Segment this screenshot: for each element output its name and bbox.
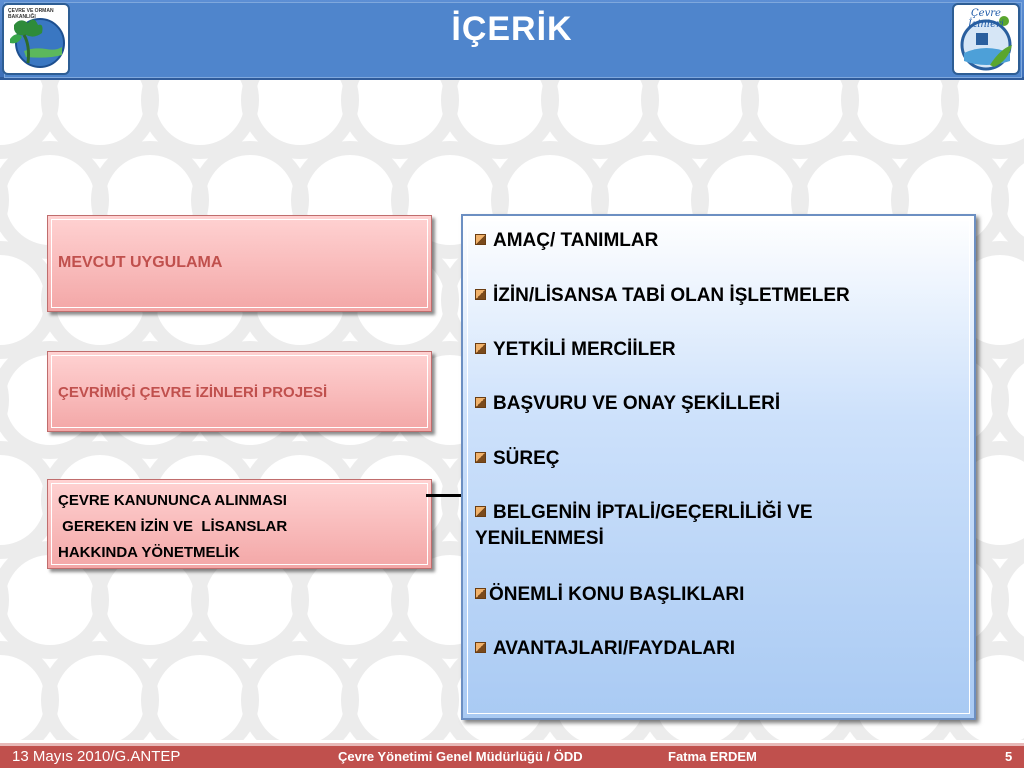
- footer-department: Çevre Yönetimi Genel Müdürlüğü / ÖDD: [338, 749, 583, 764]
- bullet-icon: [475, 642, 486, 653]
- bullet-icon: [475, 343, 486, 354]
- yonetmelik-label: [58, 488, 287, 566]
- ministry-logo-text: ÇEVRE VE ORMAN BAKANLIĞI: [8, 8, 54, 20]
- list-item: [475, 228, 658, 254]
- list-item: [475, 636, 735, 662]
- connector-line: [426, 494, 462, 497]
- bullet-icon: [475, 452, 486, 463]
- yonetmelik-line-3: HAKKINDA YÖNETMELİK: [58, 544, 240, 561]
- yonetmelik-line-2: GEREKEN İZİN VE LİSANSLAR: [58, 518, 288, 535]
- footer-page-number: 5: [1005, 749, 1013, 764]
- cevrimici-proje-label: ÇEVRİMİÇİ ÇEVRE İZİNLERİ PROJESİ: [58, 384, 328, 401]
- list-item-text: BELGENİN İPTALİ/GEÇERLİLİĞİ VE: [493, 502, 813, 523]
- content-list-box: [461, 214, 976, 720]
- list-item: [475, 500, 813, 526]
- ministry-logo: [2, 3, 70, 75]
- slide-footer: [0, 743, 1024, 768]
- bullet-icon: [475, 234, 486, 245]
- cevre-izinleri-logo-text: Çevre İzinleri: [968, 8, 1004, 30]
- yonetmelik-line-1: ÇEVRE KANUNUNCA ALINMASI: [58, 492, 287, 509]
- mevcut-uygulama-label: MEVCUT UYGULAMA: [58, 254, 223, 271]
- bullet-icon: [475, 289, 486, 300]
- list-item-text: ÖNEMLİ KONU BAŞLIKLARI: [489, 584, 745, 605]
- list-item: [475, 337, 676, 363]
- bullet-icon: [475, 588, 486, 599]
- list-item-text: SÜREÇ: [493, 448, 560, 469]
- list-item-text: YETKİLİ MERCİİLER: [493, 339, 676, 360]
- bullet-icon: [475, 397, 486, 408]
- list-item: [475, 391, 780, 417]
- list-item-text: İZİN/LİSANSA TABİ OLAN İŞLETMELER: [493, 285, 850, 306]
- list-item-text: AVANTAJLARI/FAYDALARI: [493, 638, 736, 659]
- list-item: [475, 446, 560, 472]
- cevrimici-proje-box[interactable]: [47, 351, 432, 432]
- slide-title: İÇERİK: [451, 10, 573, 48]
- list-item: [475, 582, 744, 608]
- list-item: [475, 283, 850, 309]
- slide-header: [0, 0, 1024, 80]
- cevre-izinleri-logo: [952, 3, 1020, 75]
- mevcut-uygulama-box[interactable]: [47, 215, 432, 312]
- bullet-icon: [475, 506, 486, 517]
- list-item-text: AMAÇ/ TANIMLAR: [493, 230, 659, 251]
- list-item-text: BAŞVURU VE ONAY ŞEKİLLERİ: [493, 393, 781, 414]
- list-item-continuation: [475, 526, 604, 552]
- list-item-text: YENİLENMESİ: [475, 528, 604, 549]
- footer-author: Fatma ERDEM: [668, 749, 757, 764]
- footer-date-place: 13 Mayıs 2010/G.ANTEP: [12, 748, 181, 765]
- yonetmelik-box[interactable]: [47, 479, 432, 569]
